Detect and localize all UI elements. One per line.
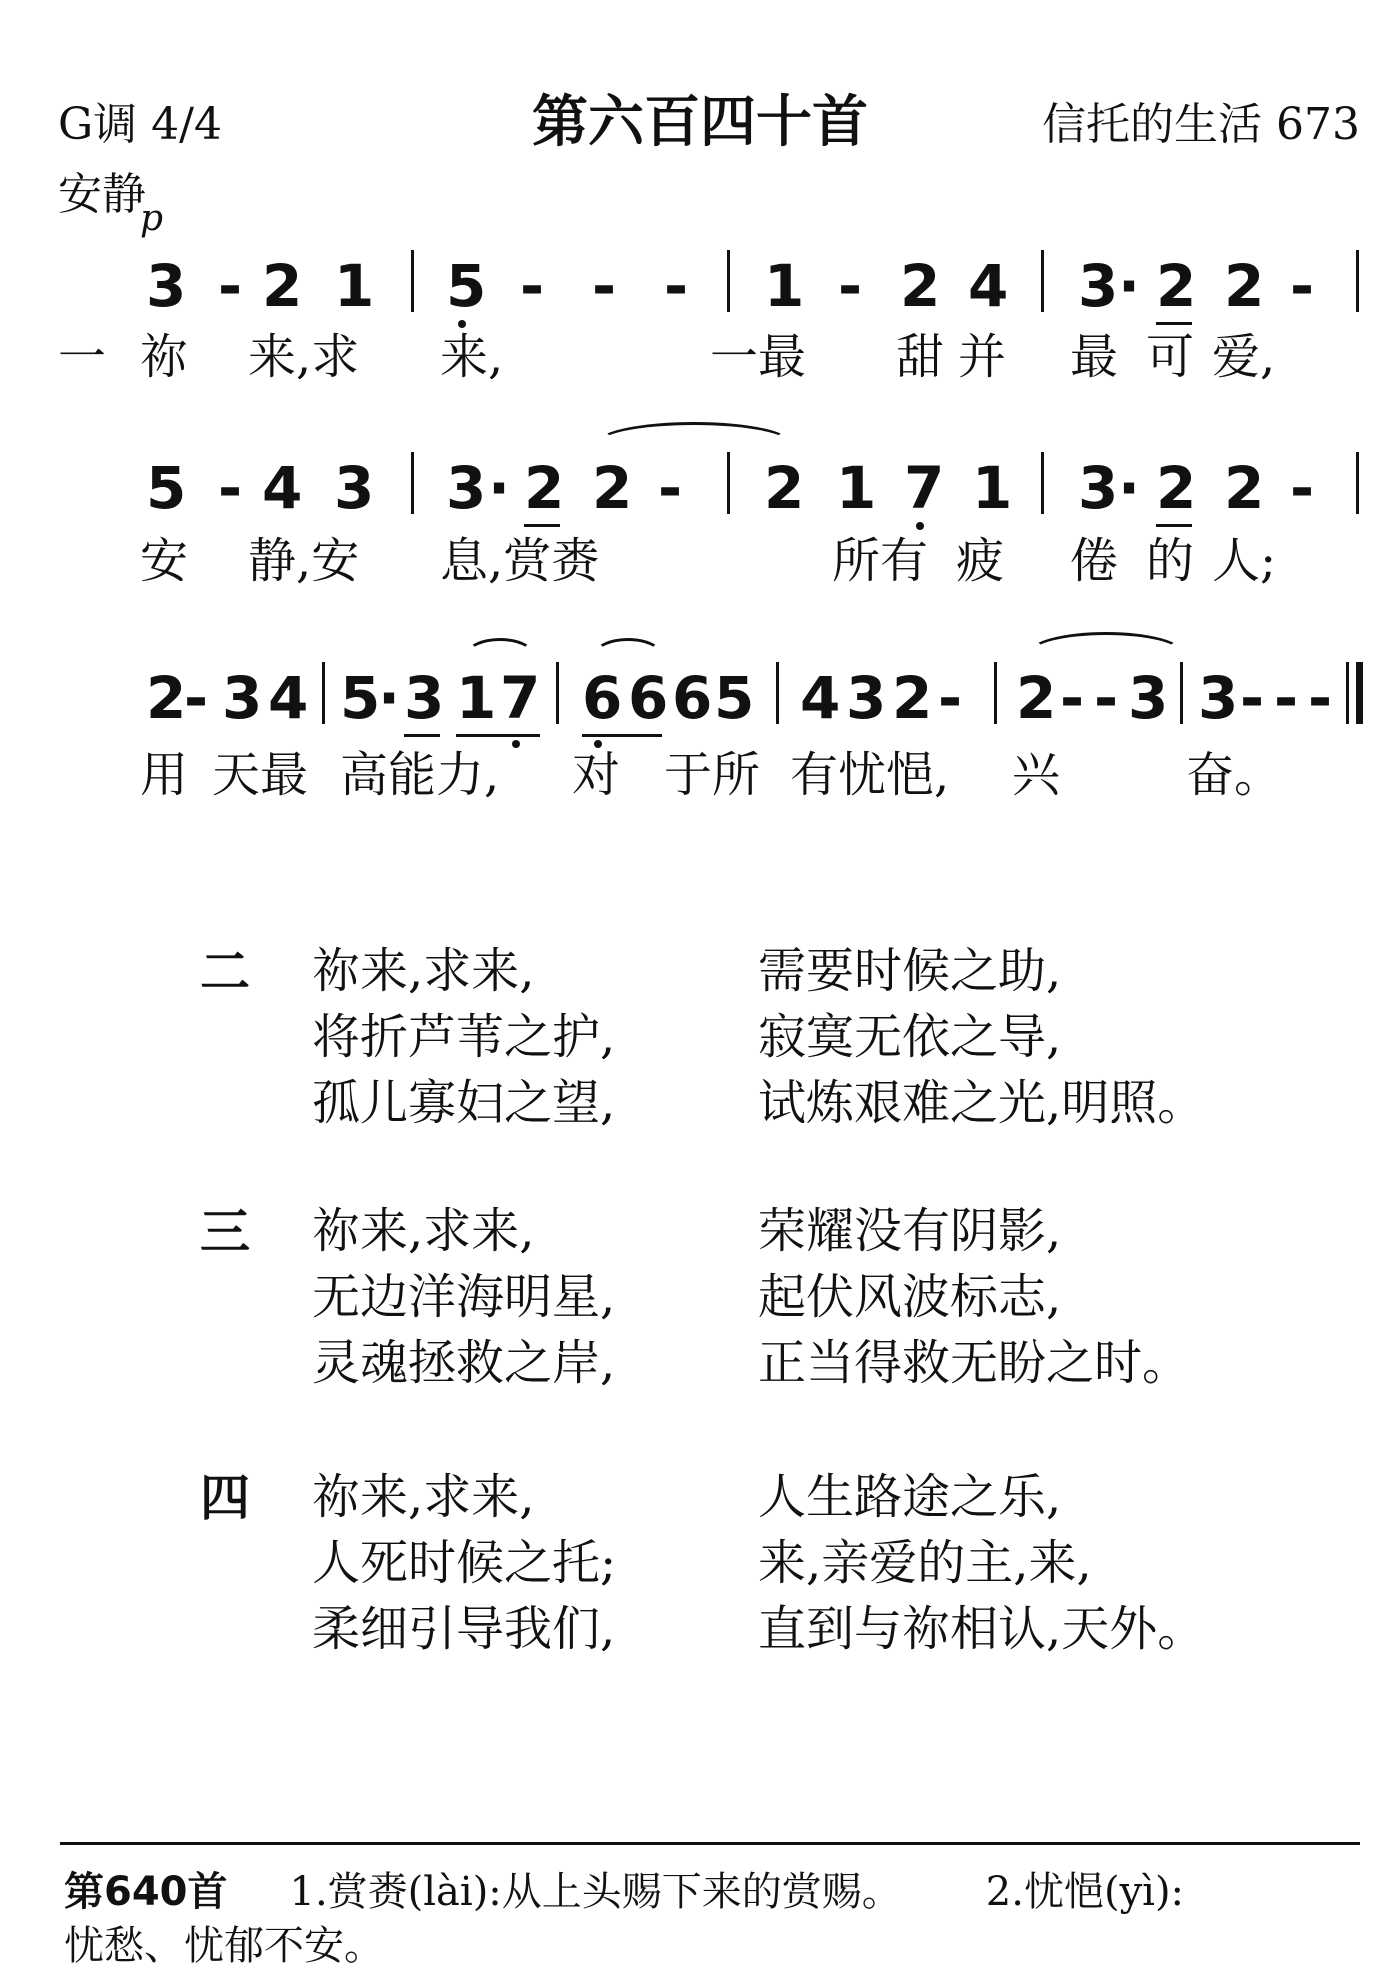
bar-line [994,662,997,724]
footnote-line-2: 忧愁、忧郁不安。 [64,1923,384,1969]
lyric: 用 [140,747,189,803]
note: 4 [968,252,1009,320]
note: 4 [268,664,309,732]
lyric: 并 [958,329,1007,385]
verse-line: 将折芦苇之护, [312,1009,616,1065]
lyric: 来, [440,329,504,385]
lyric: 所 [832,533,881,589]
note: 3 [404,664,445,732]
note: 3 [1128,664,1169,732]
footnote-heading: 第640首 [64,1869,228,1915]
lyric: 可 [1146,329,1195,385]
page-title: 第六百四十首 [532,90,868,155]
note: 2 [1016,664,1057,732]
lyric: 安 [140,533,189,589]
final-bar-line [1346,662,1349,724]
note: 6 [672,664,713,732]
lyric: 最 [1070,329,1119,385]
bar-line [1356,250,1359,312]
verse-line: 荣耀没有阴影, [758,1203,1062,1259]
note: - [1240,664,1265,732]
note: - [218,454,243,522]
note: 3 [1198,664,1239,732]
verse-number: 三 [200,1203,250,1261]
note: 3 [446,454,487,522]
lyric: 倦 [1070,533,1119,589]
note: 3 [146,252,187,320]
note: 2 [1224,252,1265,320]
footer-divider [60,1842,1360,1845]
lyric: 人; [1212,533,1277,589]
lyric-line-2 [0,522,1400,592]
note: 5 [714,664,755,732]
dynamic-marking: p [140,198,164,239]
lyric: 来,求 [248,329,360,385]
verse-line: 无边洋海明星, [312,1269,616,1325]
verse-line: 祢来,求来, [312,1203,535,1259]
note: 2 [524,454,565,522]
lyric: 天最 [212,747,309,803]
note: · [1118,454,1141,522]
bar-line [411,452,414,514]
lyric-line-3 [0,736,1400,806]
note: - [1274,664,1299,732]
verse-line: 灵魂拯救之岸, [312,1335,616,1391]
verse-line: 寂寞无依之导, [758,1009,1062,1065]
verse-line: 人生路途之乐, [758,1469,1062,1525]
footnote-1: 1.赏赉(lài):从上头赐下来的赏赐。 [289,1869,902,1915]
note: 1 [456,664,497,732]
note: 3 [334,454,375,522]
note: 7 [500,664,541,732]
bar-line [1356,452,1359,514]
verse-line: 祢来,求来, [312,943,535,999]
note: 2 [592,454,633,522]
note: 2 [892,664,933,732]
hymn-reference: 信托的生活 673 [1042,99,1360,150]
note: · [1118,252,1141,320]
note: 5 [146,454,187,522]
note: - [1060,664,1085,732]
music-row-3 [0,650,1400,750]
lyric: 的 [1146,533,1195,589]
lyric: 对 [572,747,621,803]
lyric: 爱, [1212,329,1276,385]
note: - [592,252,617,320]
lyric: 有忧悒, [790,747,950,803]
note: · [488,454,511,522]
note: 2 [262,252,303,320]
lyric: 甜 [896,329,945,385]
note: 2 [764,454,805,522]
note-line [0,650,1400,750]
footnote-line-1 [64,1860,1184,1917]
lyric: 息,赏赉 [440,533,600,589]
note: 7 [904,454,945,522]
note: 1 [764,252,805,320]
note: 2 [1224,454,1265,522]
bar-line [727,250,730,312]
verse-line: 孤儿寡妇之望, [312,1075,616,1131]
lyric: 疲 [956,533,1005,589]
verse-line: 祢来,求来, [312,1469,535,1525]
lyric: 于所 [664,747,761,803]
note: - [1094,664,1119,732]
note: - [520,252,545,320]
note: 4 [800,664,841,732]
footnote-2: 2.忧悒(yì): [985,1869,1185,1915]
note: - [838,252,863,320]
note: - [1308,664,1333,732]
note: 1 [836,454,877,522]
bar-line [1041,452,1044,514]
verse-line: 人死时候之托; [312,1535,617,1591]
note: 2 [1156,252,1197,320]
lyric: 高能力, [340,747,500,803]
note: - [938,664,963,732]
bar-line [1180,662,1183,724]
note: 1 [334,252,375,320]
bar-line [727,452,730,514]
note: - [1290,252,1315,320]
note: - [184,664,209,732]
note: - [218,252,243,320]
lyric: 一最 [710,329,807,385]
lyric: 静,安 [248,533,360,589]
lyric-line-1 [0,318,1400,388]
verse-line: 正当得救无盼之时。 [758,1335,1191,1391]
lyric: 祢 [140,329,189,385]
note: 2 [900,252,941,320]
verse-line: 起伏风波标志, [758,1269,1062,1325]
verse-line: 直到与祢相认,天外。 [758,1601,1206,1657]
lyric: 一 [58,329,107,385]
verse-number: 二 [200,943,250,1001]
verse-line: 需要时候之助, [758,943,1062,999]
note: 1 [972,454,1013,522]
note: 2 [1156,454,1197,522]
verse-line: 试炼艰难之光,明照。 [758,1075,1206,1131]
note: 3 [1078,454,1119,522]
bar-line [556,662,559,724]
bar-line [322,662,325,724]
note: - [664,252,689,320]
note: 2 [146,664,187,732]
final-bar-line-thick [1356,662,1363,724]
bar-line [411,250,414,312]
lyric: 有 [880,533,929,589]
note: 6 [582,664,623,732]
lyric: 兴 [1012,747,1061,803]
verse-line: 来,亲爱的主,来, [758,1535,1092,1591]
note: 3 [1078,252,1119,320]
note: 3 [222,664,263,732]
key-signature: G调 4/4 [58,99,222,150]
note: 5 [340,664,381,732]
bar-line [1041,250,1044,312]
note: 4 [262,454,303,522]
verse-line: 柔细引导我们, [312,1601,616,1657]
note: 5 [446,252,487,320]
note: · [378,664,401,732]
tempo-marking: 安静 [58,169,146,220]
note: 3 [846,664,887,732]
note: - [658,454,683,522]
note: - [1290,454,1315,522]
verse-number: 四 [200,1469,250,1527]
bar-line [776,662,779,724]
lyric: 奋。 [1186,747,1283,803]
note: 6 [628,664,669,732]
